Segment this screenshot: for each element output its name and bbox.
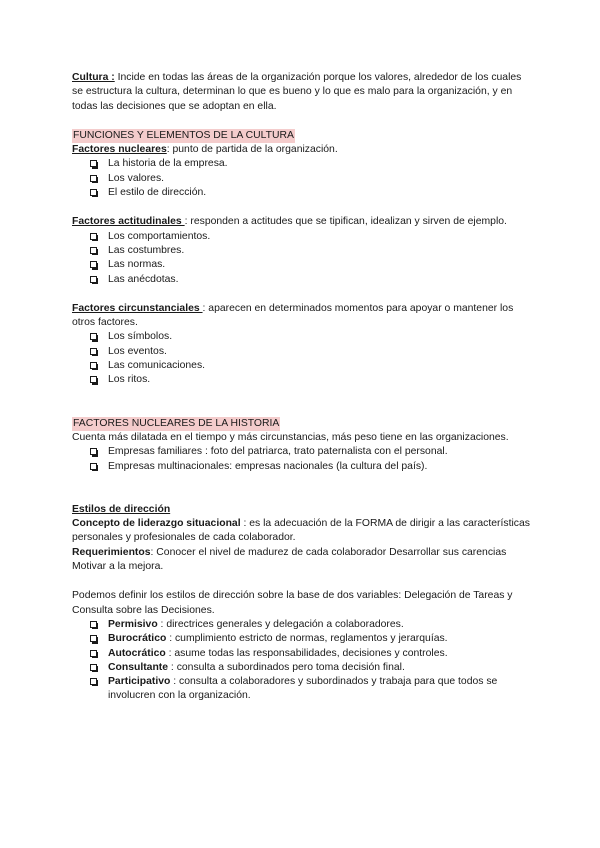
historia-list: [72, 445, 534, 474]
checkbox-bullet-icon: [90, 233, 97, 240]
estilos-intro-paragraph: Podemos definir los estilos de dirección sobre la base de dos variables: Delegación de Tareas y Consulta sobre las Decisiones.: [72, 590, 513, 616]
requerimientos-paragraph: [72, 546, 534, 575]
list-item: Las costumbres.: [90, 244, 534, 258]
checkbox-bullet-icon: [90, 261, 97, 268]
list-item: Burocrático : cumplimiento estricto de normas, reglamentos y jerarquías.: [90, 632, 534, 646]
list-item: Autocrático : asume todas las responsabilidades, decisiones y controles.: [90, 647, 534, 661]
checkbox-bullet-icon: [90, 621, 97, 628]
checkbox-bullet-icon: [90, 160, 97, 167]
checkbox-bullet-icon: [90, 376, 97, 383]
intro-paragraph: [72, 71, 534, 114]
nucleares-text: : punto de partida de la organización.: [166, 144, 338, 156]
checkbox-bullet-icon: [90, 664, 97, 671]
section-heading-funciones: FUNCIONES Y ELEMENTOS DE LA CULTURA: [72, 129, 534, 143]
list-item: Empresas familiares : foto del patriarca, trato paternalista con el personal.: [90, 445, 534, 459]
checkbox-bullet-icon: [90, 678, 97, 685]
checkbox-bullet-icon: [90, 448, 97, 455]
actitudinales-term: Factores actitudinales: [72, 216, 185, 228]
list-item: El estilo de dirección.: [90, 186, 534, 200]
list-item: Las comunicaciones.: [90, 359, 534, 373]
checkbox-bullet-icon: [90, 276, 97, 283]
requerimientos-text: : Conocer el nivel de madurez de cada colaborador Desarrollar sus carencias Motivar a la mejora.: [72, 546, 507, 573]
circunstanciales-paragraph: [72, 302, 534, 331]
nucleares-term: Factores nucleares: [72, 144, 167, 156]
checkbox-bullet-icon: [90, 333, 97, 340]
circunstanciales-list: [72, 330, 534, 387]
concepto-text: : es la adecuación de la FORMA de dirigir a las características personales y profesionales de cada colaborador.: [72, 518, 530, 544]
list-item: Consultante : consulta a subordinados pero toma decisión final.: [90, 661, 534, 675]
circunstanciales-term: Factores circunstanciales: [72, 302, 203, 314]
concepto-term: Concepto de liderazgo situacional: [72, 518, 241, 530]
list-item: Permisivo : directrices generales y delegación a colaboradores.: [90, 618, 534, 632]
checkbox-bullet-icon: [90, 362, 97, 369]
circunstanciales-text: : aparecen en determinados momentos para apoyar o mantener los otros factores.: [72, 302, 514, 329]
list-item: Los valores.: [90, 172, 534, 186]
intro-term: Cultura :: [72, 72, 115, 83]
list-item: Los símbolos.: [90, 330, 534, 344]
checkbox-bullet-icon: [90, 650, 97, 657]
nucleares-paragraph: [72, 143, 534, 157]
historia-paragraph: Cuenta más dilatada en el tiempo y más circunstancias, más peso tiene en las organizaciones.: [72, 431, 509, 443]
checkbox-bullet-icon: [90, 635, 97, 642]
list-item: Los comportamientos.: [90, 230, 534, 244]
concepto-paragraph: [72, 517, 534, 546]
list-item: La historia de la empresa.: [90, 157, 534, 171]
intro-text: Incide en todas las áreas de la organización porque los valores, alrededor de los cuales se estructura la cultura, determinan lo que es bueno y lo que es malo para la organización, y en todas las decisiones que se adoptan en ella.: [72, 72, 522, 112]
list-item: Participativo : consulta a colaboradores y subordinados y trabaja para que todos se involucren con la organización.: [90, 675, 534, 704]
actitudinales-list: [72, 230, 534, 287]
checkbox-bullet-icon: [90, 348, 97, 355]
list-item: Los ritos.: [90, 373, 534, 387]
nucleares-list: [72, 157, 534, 200]
document-content: [72, 71, 534, 704]
checkbox-bullet-icon: [90, 247, 97, 254]
estilos-list: [72, 618, 534, 704]
checkbox-bullet-icon: [90, 189, 97, 196]
list-item: Las anécdotas.: [90, 273, 534, 287]
actitudinales-paragraph: [72, 215, 534, 229]
section-heading-historia: FACTORES NUCLEARES DE LA HISTORIA: [72, 417, 534, 431]
requerimientos-term: Requerimientos: [72, 546, 151, 558]
checkbox-bullet-icon: [90, 175, 97, 182]
list-item: Los eventos.: [90, 345, 534, 359]
list-item: Empresas multinacionales: empresas nacionales (la cultura del país).: [90, 460, 534, 474]
estilos-title: Estilos de dirección: [72, 503, 171, 515]
actitudinales-text: : responden a actitudes que se tipifican, idealizan y sirven de ejemplo.: [184, 216, 507, 228]
list-item: Las normas.: [90, 258, 534, 272]
checkbox-bullet-icon: [90, 463, 97, 470]
